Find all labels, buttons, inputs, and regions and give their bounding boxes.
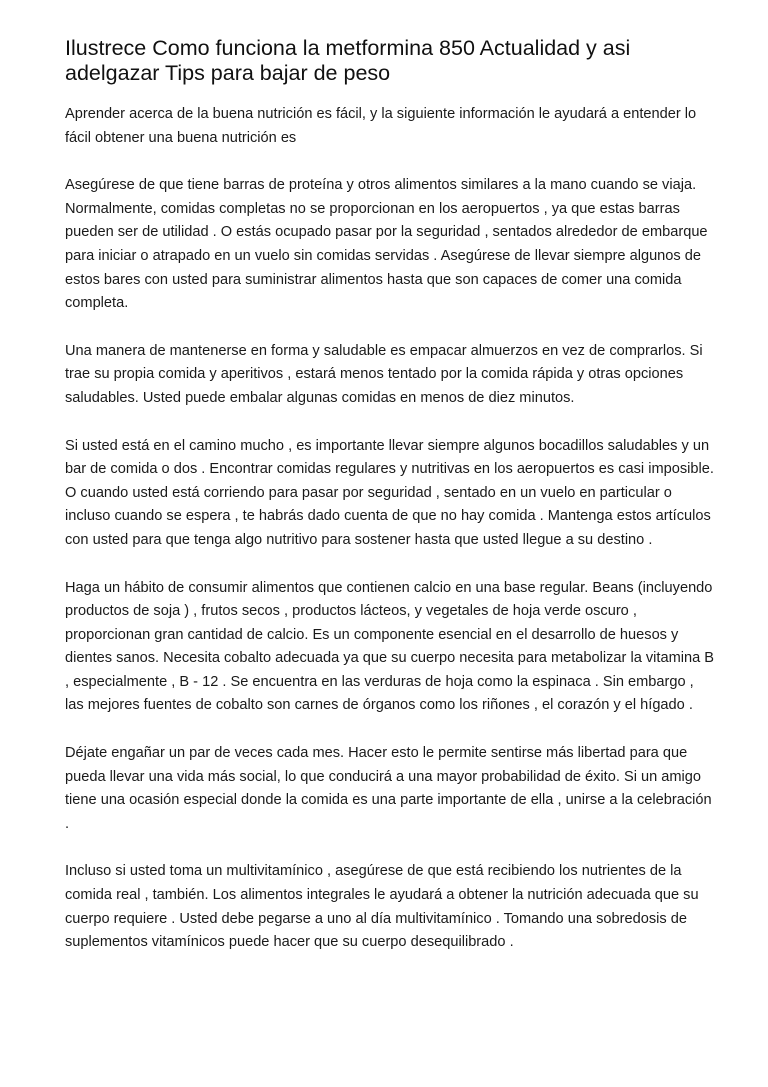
- paragraph-cheat-meals: Déjate engañar un par de veces cada mes. Hacer esto le permite sentirse más libertad para que pueda llevar una vida más social, lo que conducirá a una mayor probabilidad de éxito. Si un amigo tiene una ocasión especial donde la comida es una parte importante de ella , unirse a la celebración .: [65, 745, 712, 832]
- paragraph-multivitamin: Incluso si usted toma un multivitamínico , asegúrese de que está recibiendo los nutrientes de la comida real , también. Los alimentos integrales le ayudará a obtener la nutrición adecuada que su cuerpo requiere . Usted debe pegarse a uno al día multivitamínico . Tomando una sobredosis de suplementos vitamínicos puede hacer que su cuerpo desequilibrado .: [65, 863, 699, 951]
- paragraph-intro: Aprender acerca de la buena nutrición es fácil, y la siguiente información le ayudará a entender lo fácil obtener una buena nutrición es: [65, 106, 697, 146]
- paragraph-protein-bars: Asegúrese de que tiene barras de proteína y otros alimentos similares a la mano cuando se viaja. Normalmente, comidas completas no se proporcionan en los aeropuertos , ya que estas barras pueden ser de utilidad . O estás ocupado pasar por la seguridad , sentados alrededor de embarque para iniciar o atrapado en un vuelo sin comidas servidas . Asegúrese de llevar siempre algunos de estos bares con usted para suministrar alimentos hasta que son capaces de comer una comida completa.: [65, 177, 708, 312]
- paragraph-calcium: Haga un hábito de consumir alimentos que contienen calcio en una base regular. Beans (incluyendo productos de soja ) , frutos secos , productos lácteos, y vegetales de hoja verde oscuro , proporcionan gran cantidad de calcio. Es un componente esencial en el desarrollo de huesos y dientes sanos. Necesita cobalto adecuada ya que su cuerpo necesita para metabolizar la vitamina B , especialmente , B - 12 . Se encuentra en las verduras de hoja como la espinaca . Sin embargo , las mejores fuentes de cobalto son carnes de órganos como los riñones , el corazón y el hígado .: [65, 579, 715, 714]
- paragraph-pack-lunches: Una manera de mantenerse en forma y saludable es empacar almuerzos en vez de comprarlos. Si trae su propia comida y aperitivos , estará menos tentado por la comida rápida y otras opciones saludables. Usted puede embalar algunas comidas en menos de diez minutos.: [65, 342, 703, 406]
- document-page: [65, 36, 715, 979]
- document-title: Ilustrece Como funciona la metformina 850 Actualidad y asi adelgazar Tips para bajar de peso: [65, 36, 631, 85]
- paragraph-travel-snacks: Si usted está en el camino mucho , es importante llevar siempre algunos bocadillos saludables y un bar de comida o dos . Encontrar comidas regulares y nutritivas en los aeropuertos es casi imposible. O cuando usted está corriendo para pasar por seguridad , sentado en un vuelo en particular o incluso cuando se espera , te habrás dado cuenta de que no hay comida . Mantenga estos artículos con usted para que tenga algo nutritivo para sostener hasta que usted llegue a su destino .: [65, 437, 714, 548]
